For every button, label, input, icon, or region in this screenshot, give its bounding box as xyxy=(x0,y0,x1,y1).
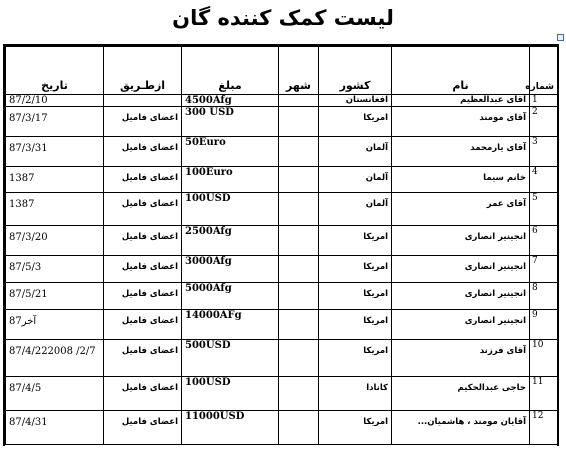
header-via: ازطـریق xyxy=(104,47,182,95)
table-row xyxy=(6,167,558,193)
header-city: شهر xyxy=(279,47,319,95)
donor-city xyxy=(279,95,319,107)
donor-city xyxy=(279,377,319,411)
donor-name: خانم سیما xyxy=(392,167,530,193)
header-date: تاریخ xyxy=(6,47,104,95)
donation-amount: 500USD xyxy=(182,340,279,377)
table-row xyxy=(6,256,558,283)
donor-city xyxy=(279,283,319,310)
donor-table-frame xyxy=(3,44,559,446)
donor-name: آقای عمر xyxy=(392,193,530,226)
donation-amount: 2500Afg xyxy=(182,226,279,256)
donor-name: انجینیر انصاری xyxy=(392,226,530,256)
donor-name: آقایان مومند ، هاشمیان... xyxy=(392,411,530,445)
donation-date: 1387 xyxy=(6,167,104,193)
donation-date: 1387 xyxy=(6,193,104,226)
donation-date: 87/4/222008 /2/7 xyxy=(6,340,104,377)
donor-city xyxy=(279,107,319,137)
table-row xyxy=(6,193,558,226)
donor-country: امریکا xyxy=(319,411,392,445)
donation-via xyxy=(104,95,182,107)
donation-via: اعضای فامیل xyxy=(104,107,182,137)
donor-name: آقای یارمحمد xyxy=(392,137,530,167)
donor-country: افغانستان xyxy=(319,95,392,107)
donation-via: اعضای فامیل xyxy=(104,137,182,167)
donation-date: آخر87 xyxy=(6,310,104,340)
donation-via: اعضای فامیل xyxy=(104,226,182,256)
donation-date: 87/3/31 xyxy=(6,137,104,167)
donor-city xyxy=(279,167,319,193)
donation-via: اعضای فامیل xyxy=(104,377,182,411)
donor-city xyxy=(279,256,319,283)
row-number: 4 xyxy=(530,167,558,193)
donor-country: امریکا xyxy=(319,256,392,283)
resize-handle-icon[interactable] xyxy=(557,34,564,41)
table-row xyxy=(6,340,558,377)
row-number: 6 xyxy=(530,226,558,256)
donor-country: امریکا xyxy=(319,283,392,310)
donor-city xyxy=(279,310,319,340)
donor-name: آقای عبدالعظیم xyxy=(392,95,530,107)
row-number: 5 xyxy=(530,193,558,226)
donation-amount: 11000USD xyxy=(182,411,279,445)
donation-date: 87/3/20 xyxy=(6,226,104,256)
donor-name: آقای فرزند xyxy=(392,340,530,377)
header-country: کشور xyxy=(319,47,392,95)
donation-date: 87/5/3 xyxy=(6,256,104,283)
row-number: 7 xyxy=(530,256,558,283)
donation-amount: 4500Afg xyxy=(182,95,279,107)
table-row xyxy=(6,377,558,411)
donation-amount: 100USD xyxy=(182,193,279,226)
table-row xyxy=(6,411,558,445)
header-number: شماره xyxy=(530,47,558,95)
donation-via: اعضای فامیل xyxy=(104,256,182,283)
row-number: 8 xyxy=(530,283,558,310)
donor-city xyxy=(279,137,319,167)
donation-via: اعضای فامیل xyxy=(104,340,182,377)
donor-name: انجینیر انصاری xyxy=(392,256,530,283)
table-row xyxy=(6,310,558,340)
row-number: 9 xyxy=(530,310,558,340)
table-row xyxy=(6,95,558,107)
table-row xyxy=(6,107,558,137)
donation-amount: 300 USD xyxy=(182,107,279,137)
donor-name: انجینیر انصاری xyxy=(392,283,530,310)
donation-date: 87/2/10 xyxy=(6,95,104,107)
table-body xyxy=(6,95,558,445)
donor-name: حاجی عبدالحکیم xyxy=(392,377,530,411)
donation-date: 87/4/31 xyxy=(6,411,104,445)
donation-via: اعضای فامیل xyxy=(104,167,182,193)
table-header-row xyxy=(6,47,558,95)
donor-city xyxy=(279,411,319,445)
row-number: 11 xyxy=(530,377,558,411)
donor-city xyxy=(279,193,319,226)
donor-city xyxy=(279,340,319,377)
row-number: 1 xyxy=(530,95,558,107)
row-number: 3 xyxy=(530,137,558,167)
table-row xyxy=(6,226,558,256)
donation-via: اعضای فامیل xyxy=(104,310,182,340)
row-number: 2 xyxy=(530,107,558,137)
donation-amount: 3000Afg xyxy=(182,256,279,283)
donation-via: اعضای فامیل xyxy=(104,193,182,226)
donor-name: انجینیر انصاری xyxy=(392,310,530,340)
donation-date: 87/4/5 xyxy=(6,377,104,411)
donation-amount: 50Euro xyxy=(182,137,279,167)
donation-amount: 100USD xyxy=(182,377,279,411)
donor-country: امریکا xyxy=(319,340,392,377)
donor-city xyxy=(279,226,319,256)
donor-country: کانادا xyxy=(319,377,392,411)
donation-amount: 100Euro xyxy=(182,167,279,193)
donor-country: آلمان xyxy=(319,193,392,226)
donor-country: امریکا xyxy=(319,107,392,137)
donor-table xyxy=(5,46,558,445)
header-name: نام xyxy=(392,47,530,95)
donation-date: 87/3/17 xyxy=(6,107,104,137)
header-amount: مبلغ xyxy=(182,47,279,95)
table-row xyxy=(6,137,558,167)
donor-country: آلمان xyxy=(319,167,392,193)
donor-country: امریکا xyxy=(319,310,392,340)
donor-name: آقای مومند xyxy=(392,107,530,137)
donation-date: 87/5/21 xyxy=(6,283,104,310)
table-row xyxy=(6,283,558,310)
page-title: لیست کمک کننده گان xyxy=(172,6,394,30)
donation-via: اعضای فامیل xyxy=(104,411,182,445)
donation-amount: 5000Afg xyxy=(182,283,279,310)
donor-country: آلمان xyxy=(319,137,392,167)
donation-via: اعضای فامیل xyxy=(104,283,182,310)
row-number: 12 xyxy=(530,411,558,445)
donor-country: امریکا xyxy=(319,226,392,256)
donation-amount: 14000AFg xyxy=(182,310,279,340)
row-number: 10 xyxy=(530,340,558,377)
